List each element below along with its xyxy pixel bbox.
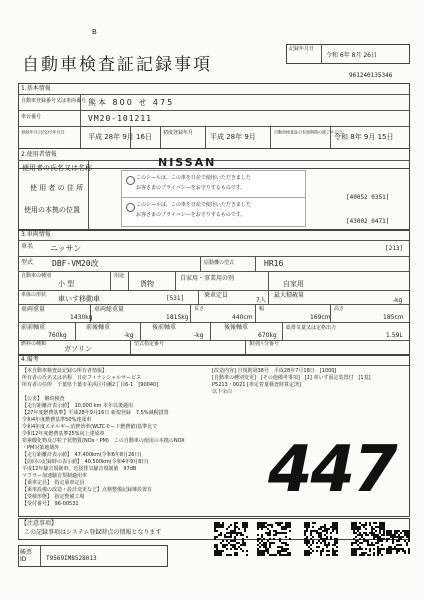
note-line: 【走行距離計表示値】 47,400km(令和6年8月26日) [22,452,142,458]
base-location-code: [43002 0471] [346,218,390,225]
seats-label: 乗車定員 [204,292,229,299]
form-id-value: T9569IM8528013 [46,555,97,562]
length-value: 440cm [232,314,253,321]
first-year-value: 平成 28年 9月 [210,133,256,141]
maker-code: [213] [385,245,404,252]
first-reg-label: 登録年月日/交付年月日 [21,130,65,136]
sticker1-line1: このシールは、この車を日産で使用いただきました [136,175,251,181]
rear-rear-axle-value: 670kg [258,332,277,339]
note-line: 【公害】 継続検査 [22,396,65,402]
base-location-label: 使用の本拠の位置 [24,206,80,214]
chassis-label: 車台番号 [21,114,42,120]
purpose-value: 自家用 [283,280,304,288]
maker-label: 車名 [21,243,34,250]
height-value: 185cm [383,314,404,321]
expiry-value: 令和 8年 9月 15日 [334,133,394,141]
qr-code-icon [386,530,410,554]
seats-value: 7人 [256,297,266,304]
length-label: 長さ [194,306,205,312]
reg-number-label: 自動車登録番号又は車両番号 [21,98,87,104]
front-rear-axle-value: -kg [124,332,134,339]
user-name-label: 使用者の氏名又は名称 [22,164,92,172]
weight-value: 1430kg [70,314,93,321]
note-line: [自動車の種別変更] [その他備考事項] [1] 車いす固定装置付 [1基] [212,375,371,381]
use-value: 貨物 [140,280,154,288]
vehicle-section-title: 3.車両情報 [21,231,51,238]
page-title: 自動車検査証記録事項 [22,55,212,75]
note-line: マフラー加速騒音規制適用車 [22,473,88,479]
note-line: 令和4年度エネルギー消費効率(WLTCモード燃費値)基準比で [22,424,158,430]
privacy-sticker-2 [121,197,306,227]
sticker2-line2: お客さまのプライバシーをお守りするものです。 [136,212,246,218]
shape-label: 車体の形状 [21,292,47,298]
width-label: 幅 [259,306,265,312]
height-label: 高さ [334,306,345,312]
load-label: 最大積載量 [274,292,305,299]
record-date-label: 記録年月日 [289,46,315,52]
note-line: 【乗車設備の改造・設計変更など】点検整備記録簿設置有 [22,487,153,493]
form-id-label: 帳票ID [20,549,33,563]
maker-value: ニッサン [50,244,82,253]
fuel-label: 燃料の種類 [21,341,47,347]
chassis-value: VM20-101211 [88,114,152,123]
gross-weight-label: 車両総重量 [94,306,125,313]
weight-label: 車両重量 [21,306,46,313]
reg-number-value: 熊本 800 せ 475 [88,98,175,107]
note-line: 【本自動車検査証記録の所有者情報】 [22,368,108,374]
rear-front-axle-label: 後前軸重 [152,324,177,331]
note-line: 【受検形態】 指定整備工場 [22,494,85,500]
handwritten-number: 447 [268,433,396,507]
front-rear-axle-label: 前後軸重 [86,324,111,331]
sticker1-line2: お客さまのプライバシーをお守りするものです。 [136,185,246,191]
note-line: 平成12年騒音規制車、近接排気騒音規制値 97dB [22,466,137,472]
type-label: 型式 [21,259,34,266]
rear-rear-axle-label: 後後軸重 [224,324,249,331]
first-reg-value: 平成 28年 9月 16日 [88,133,152,141]
user-address-label: 使 用 者 の 住 所 [30,184,84,192]
use-label: 用途 [114,273,125,279]
front-front-axle-value: 760kg [48,332,67,339]
note-line: 所有者の氏名又は名称 日産フィナンシャルサービス [22,375,142,381]
purpose-label: 自家用・事業用の別 [180,275,235,282]
model-number-label: 型式指定番号 [134,341,165,347]
privacy-sticker-1 [121,170,306,200]
gross-weight-value: 1815kg [166,314,189,321]
form-code: B [92,28,97,36]
note-line: 【乗車定員】 指定乗車定員 [22,480,85,486]
qr-codes [210,520,410,566]
width-value: 169cm [310,314,331,321]
sticker2-line1: このシールは、この車を日産で使用いただきました [136,202,251,208]
nissan-circle-icon [126,203,135,212]
shape-code: [531] [166,295,185,302]
footer-section-title: 【注意事項】 [21,520,58,527]
type-value: DBF-VM20改 [52,259,99,268]
displacement-label: 総排気量又は定格出力 [286,325,337,331]
nissan-logo: NISSAN [158,156,217,169]
note-line: 所有者の住所 千葉県千葉市美浜区中瀬2丁目6-1 [90040] [22,382,159,388]
qr-code-icon [214,522,248,556]
shape-value: 車いす移動車 [58,295,100,303]
category-value: 小 型 [58,280,75,288]
note-line: 【前回の記録時の表示値】 40,500km(令和4年9月8日) [22,459,149,465]
fuel-value: ガソリン [64,345,92,353]
expiry-label: 自動車検査証の有効期間の満了する日 [274,130,343,135]
usage-section-title: 2.使用者情報 [21,151,57,158]
note-line: P5213・0021 [車定着量検査時算定済] [212,382,301,388]
class-number-label: 類別区分番号 [249,341,280,347]
qr-code-icon [304,522,338,556]
engine-label: 原動機の型式 [204,260,235,266]
note-line: 【27年度燃費基準】平成28年9月16日 新規登録 7.5%減税措置 [22,410,169,416]
rear-front-axle-value: -kg [194,332,204,339]
qr-code-icon [351,522,385,556]
category-label: 自動車の種別 [21,273,52,279]
nissan-circle-icon [126,176,135,185]
note-line: [改造内容] 自規則第38号 平成28年7月18日 [1000] [212,368,337,374]
basic-section-title: 1.基本情報 [21,85,51,92]
note-line: 以下余白 [212,389,233,395]
note-line: 令和12年度燃費基準25%向上達成車 [22,431,105,437]
notes-section-title: 4.備考 [21,356,39,363]
qr-code-icon [257,522,291,556]
note-line: ・PM対策地域外 [22,445,60,451]
note-line: 【走行距離計表示値】 10,000 km 本年以後適用 [22,403,133,409]
engine-value: HR16 [264,259,284,268]
first-year-label: 初度登録年月 [163,130,194,136]
note-line: 【受付番号】 96-00531 [22,501,79,507]
user-address-code: [40052 0351] [346,194,390,201]
document-number: 961240135346 [349,72,393,79]
front-front-axle-label: 前前軸重 [21,324,46,331]
note-line: 窒素酸化物及び粒子状物質(NOx・PM) この自動車の使用の本拠のNOX [22,438,185,444]
displacement-value: 1.59L [386,332,403,339]
footer-note: この記録事項はシステム登録時点の情報となります [24,529,162,536]
load-value: -kg [393,297,403,304]
note-line: 令和4年度燃費基準50%達成車 [22,417,92,423]
record-date-value: 令和 6年 8月 26日 [326,52,377,59]
